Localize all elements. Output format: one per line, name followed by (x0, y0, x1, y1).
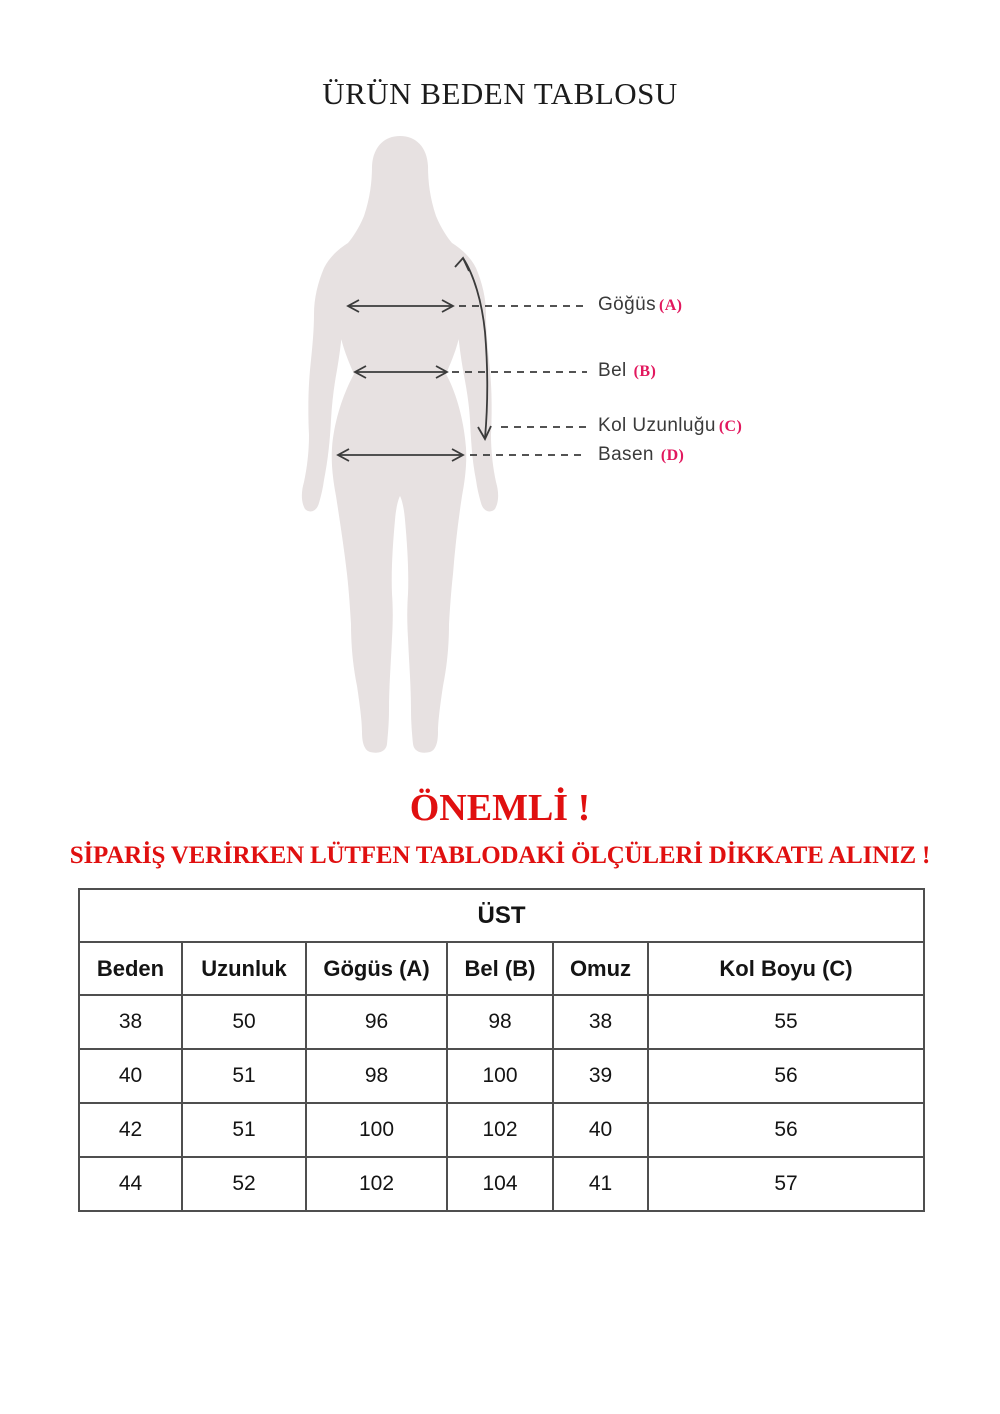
label-hip-letter: (D) (660, 447, 685, 464)
page-title: ÜRÜN BEDEN TABLOSU (322, 76, 678, 111)
important-heading: ÖNEMLİ ! (409, 787, 591, 829)
cell: 42 (79, 1103, 182, 1157)
cell: 104 (447, 1157, 553, 1211)
cell: 57 (648, 1157, 924, 1211)
cell: 56 (648, 1103, 924, 1157)
cell: 100 (306, 1103, 447, 1157)
table-row (79, 1049, 924, 1103)
label-waist-letter: (B) (633, 363, 657, 380)
cell: 98 (447, 995, 553, 1049)
label-waist-text: Bel (598, 360, 627, 381)
cell: 51 (182, 1103, 306, 1157)
cell: 52 (182, 1157, 306, 1211)
table-row (79, 1157, 924, 1211)
cell: 39 (553, 1049, 648, 1103)
warning-text: SİPARİŞ VERİRKEN LÜTFEN TABLODAKİ ÖLÇÜLERİ DİKKATE ALINIZ ! (69, 842, 931, 869)
cell: 102 (306, 1157, 447, 1211)
female-body-silhouette-icon (302, 136, 498, 753)
size-table (78, 888, 925, 1212)
label-sleeve-text: Kol Uzunluğu (598, 415, 716, 436)
cell: 38 (553, 995, 648, 1049)
cell: 96 (306, 995, 447, 1049)
col-header-beden: Beden (79, 942, 182, 995)
label-sleeve-letter: (C) (718, 418, 743, 435)
cell: 98 (306, 1049, 447, 1103)
col-header-gogus: Gögüs (A) (306, 942, 447, 995)
cell: 55 (648, 995, 924, 1049)
label-sleeve (598, 415, 742, 437)
cell: 40 (553, 1103, 648, 1157)
cell: 44 (79, 1157, 182, 1211)
body-measurement-diagram (280, 130, 770, 760)
col-header-bel: Bel (B) (447, 942, 553, 995)
col-header-omuz: Omuz (553, 942, 648, 995)
cell: 100 (447, 1049, 553, 1103)
cell: 51 (182, 1049, 306, 1103)
col-header-uzunluk: Uzunluk (182, 942, 306, 995)
label-chest-letter: (A) (658, 297, 683, 314)
table-row (79, 995, 924, 1049)
table-group-header-row (79, 889, 924, 942)
table-row (79, 1103, 924, 1157)
col-header-kol-boyu: Kol Boyu (C) (648, 942, 924, 995)
label-chest (598, 294, 682, 316)
cell: 56 (648, 1049, 924, 1103)
table-header-row (79, 942, 924, 995)
cell: 38 (79, 995, 182, 1049)
cell: 102 (447, 1103, 553, 1157)
label-waist (598, 360, 656, 382)
table-group-header: ÜST (79, 889, 924, 942)
label-hip-text: Basen (598, 444, 654, 465)
label-hip (598, 444, 684, 466)
cell: 40 (79, 1049, 182, 1103)
label-chest-text: Göğüs (598, 294, 656, 315)
cell: 50 (182, 995, 306, 1049)
cell: 41 (553, 1157, 648, 1211)
